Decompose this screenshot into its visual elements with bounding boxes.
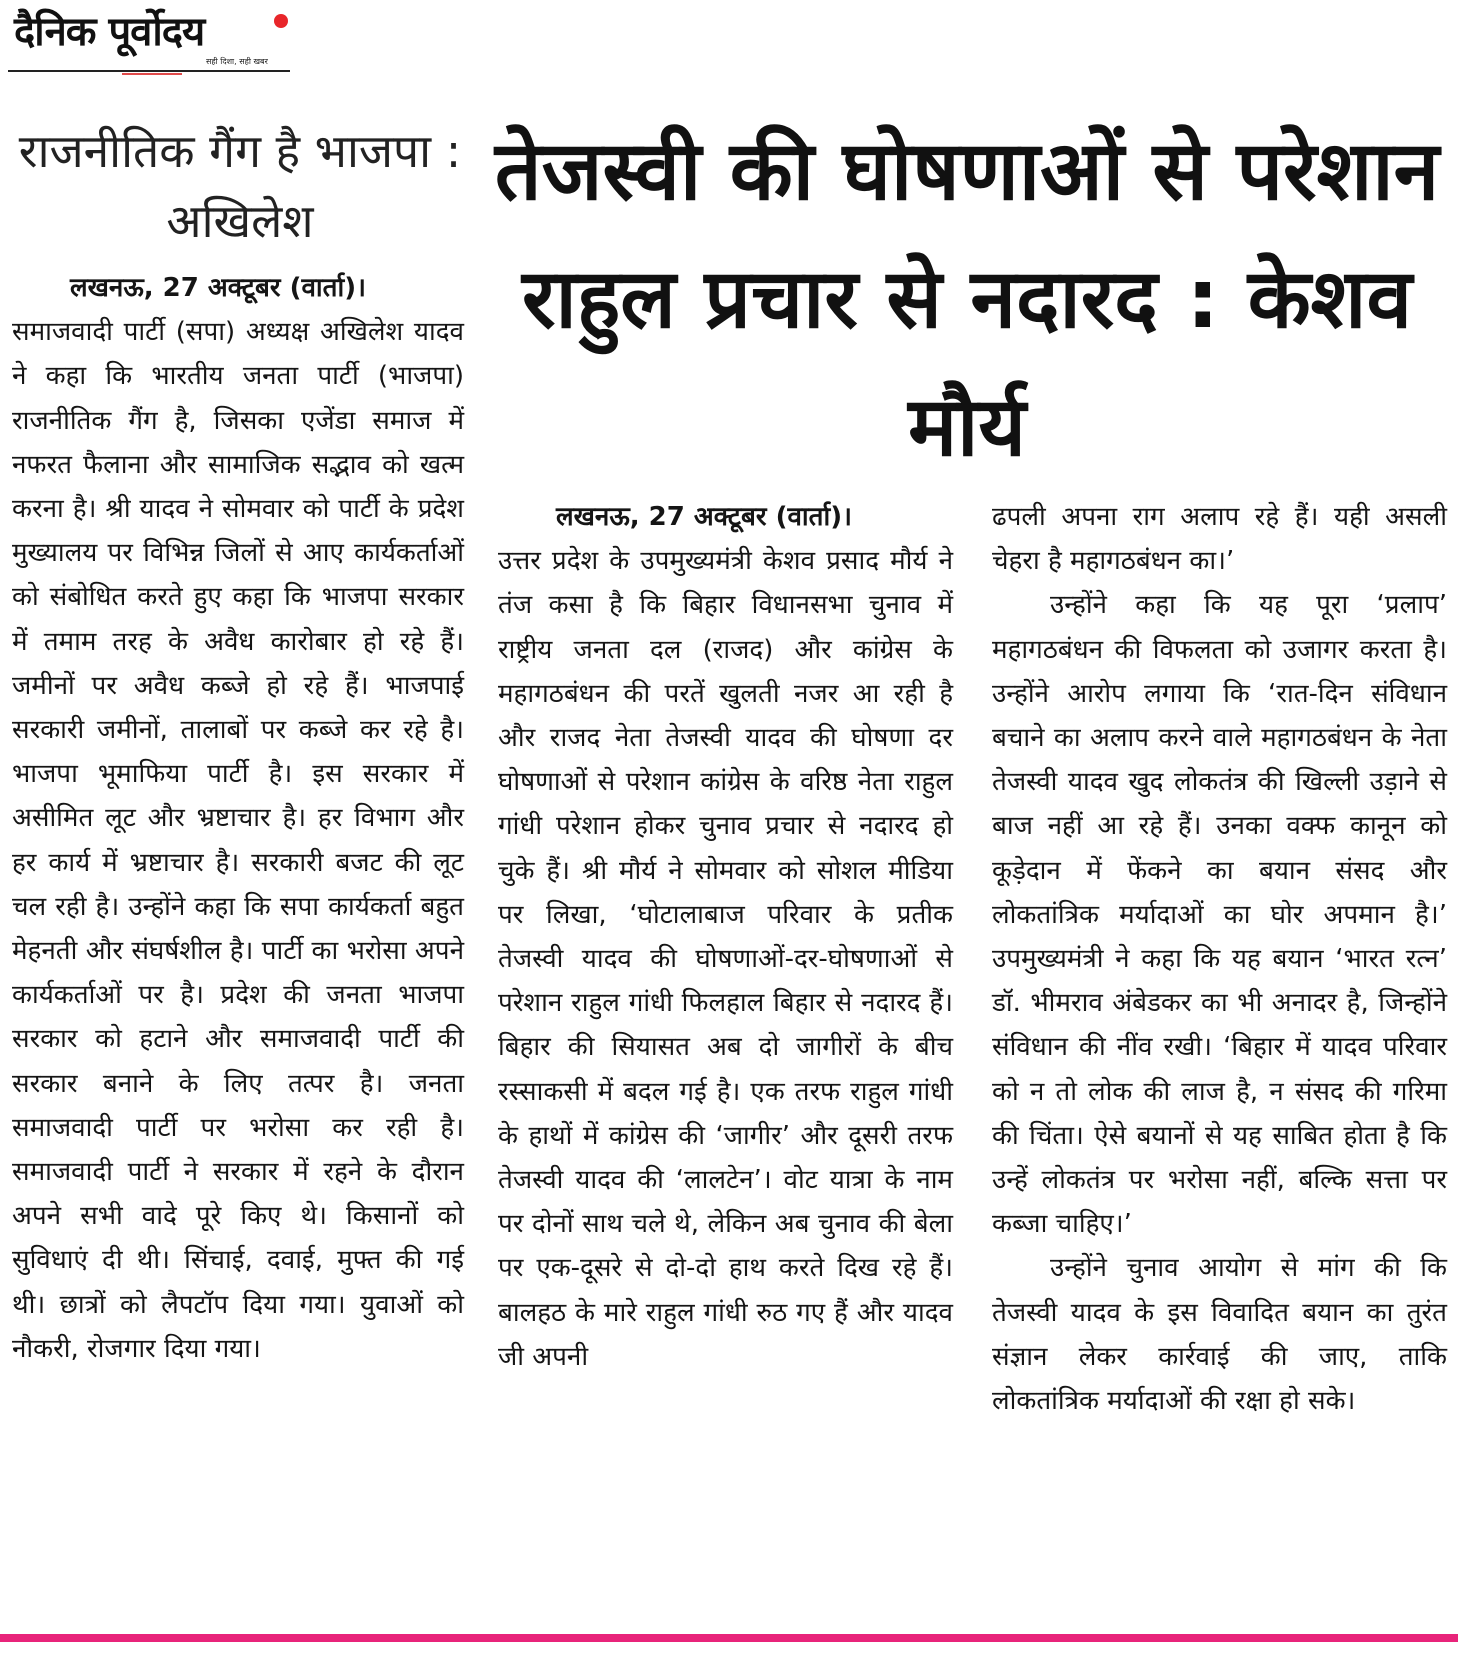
logo-dot-icon <box>274 14 288 28</box>
main-story-paragraph-continued: ढपली अपना राग अलाप रहे हैं। यही असली चेहरा है महागठबंधन का।’ <box>992 502 1447 577</box>
main-story-column-1 <box>498 495 953 1379</box>
side-story-body: समाजवादी पार्टी (सपा) अध्यक्ष अखिलेश यादव ने कहा कि भारतीय जनता पार्टी (भाजपा) राजनीतिक गैंग है, जिसका एजेंडा समाज में नफरत फैलाना और सामाजिक सद्भाव को खत्म करना है। श्री यादव ने सोमवार को पार्टी के प्रदेश मुख्यालय पर विभिन्न जिलों से आए कार्यकर्ताओं को संबोधित करते हुए कहा कि भाजपा सरकार में तमाम तरह के अवैध कारोबार हो रहे हैं। जमीनों पर अवैध कब्जे हो रहे हैं। भाजपाई सरकारी जमीनों, तालाबों पर कब्जे कर रहे है। भाजपा भूमाफिया पार्टी है। इस सरकार में असीमित लूट और भ्रष्टाचार है। हर विभाग और हर कार्य में भ्रष्टाचार है। सरकारी बजट की लूट चल रही है। उन्होंने कहा कि सपा कार्यकर्ता बहुत मेहनती और संघर्षशील है। पार्टी का भरोसा अपने कार्यकर्ताओं पर है। प्रदेश की जनता भाजपा सरकार को हटाने और समाजवादी पार्टी की सरकार बनाने के लिए तत्पर है। जनता समाजवादी पार्टी पर भरोसा कर रही है। समाजवादी पार्टी ने सरकार में रहने के दौरान अपने सभी वादे पूरे किए थे। किसानों को सुविधाएं दी थी। सिंचाई, दवाई, मुफ्त की गई थी। छात्रों को लैपटॉप दिया गया। युवाओं को नौकरी, रोजगार दिया गया। <box>12 317 464 1364</box>
main-story-headline: तेजस्वी की घोषणाओं से परेशान राहुल प्रचार से नदारद : केशव मौर्य <box>494 124 1440 475</box>
main-story-column-2 <box>992 495 1447 1423</box>
masthead <box>10 6 292 74</box>
main-story-body-part-1: उत्तर प्रदेश के उपमुख्यमंत्री केशव प्रसाद मौर्य ने तंज कसा है कि बिहार विधानसभा चुनाव में राष्ट्रीय जनता दल (राजद) और कांग्रेस के महागठबंधन की परतें खुलती नजर आ रही है और राजद नेता तेजस्वी यादव की घोषणा दर घोषणाओं से परेशान कांग्रेस के वरिष्ठ नेता राहुल गांधी परेशान होकर चुनाव प्रचार से नदारद हो चुके हैं। श्री मौर्य ने सोमवार को सोशल मीडिया पर लिखा, ‘घोटालाबाज परिवार के प्रतीक तेजस्वी यादव की घोषणाओं-दर-घोषणाओं से परेशान राहुल गांधी फिलहाल बिहार से नदारद हैं। बिहार की सियासत अब दो जागीरों के बीच रस्साकसी में बदल गई है। एक तरफ राहुल गांधी के हाथों में कांग्रेस की ‘जागीर’ और दूसरी तरफ तेजस्वी यादव की ‘लालटेन’। वोट यात्रा के नाम पर दोनों साथ चले थे, लेकिन अब चुनाव की बेला पर एक-दूसरे से दो-दो हाथ करते दिख रहे हैं। बालहठ के मारे राहुल गांधी रुठ गए हैं और यादव जी अपनी <box>498 546 953 1372</box>
side-story-dateline: लखनऊ, 27 अक्टूबर (वार्ता)। <box>70 273 366 303</box>
main-story-paragraph-final: उन्होंने चुनाव आयोग से मांग की कि तेजस्वी यादव के इस विवादित बयान का तुरंत संज्ञान लेकर कार्रवाई की जाए, ताकि लोकतांत्रिक मर्यादाओं की रक्षा हो सके। <box>992 1253 1447 1417</box>
page-bottom-rule <box>0 1634 1458 1642</box>
main-story-paragraph: उन्होंने कहा कि यह पूरा ‘प्रलाप’ महागठबंधन की विफलता को उजागर करता है। उन्होंने आरोप लगाया कि ‘रात-दिन संविधान बचाने का अलाप करने वाले महागठबंधन के नेता तेजस्वी यादव खुद लोकतंत्र की खिल्ली उड़ाने से बाज नहीं आ रहे हैं। उनका वक्फ कानून को कूड़ेदान में फेंकने का बयान संसद और लोकतांत्रिक मर्यादाओं का घोर अपमान है।’ उपमुख्यमंत्री ने कहा कि यह बयान ‘भारत रत्न’ डॉ. भीमराव अंबेडकर का भी अनादर है, जिन्होंने संविधान की नींव रखी। ‘बिहार में यादव परिवार को न तो लोक की लाज है, न संसद की गरिमा की चिंता। ऐसे बयानों से यह साबित होता है कि उन्हें लोकतंत्र पर भरोसा नहीं, बल्कि सत्ता पर कब्जा चाहिए।’ <box>992 590 1447 1240</box>
main-story-dateline: लखनऊ, 27 अक्टूबर (वार्ता)। <box>556 502 852 532</box>
masthead-accent-rule <box>122 73 182 75</box>
side-story-column <box>12 266 464 1371</box>
newspaper-tagline: सही दिशा, सही खबर <box>206 57 268 66</box>
masthead-rule <box>8 70 290 72</box>
newspaper-logo-title: दैनिक पूर्वोदय <box>14 9 205 55</box>
side-story-headline: राजनीतिक गैंग है भाजपा : अखिलेश <box>18 124 462 248</box>
